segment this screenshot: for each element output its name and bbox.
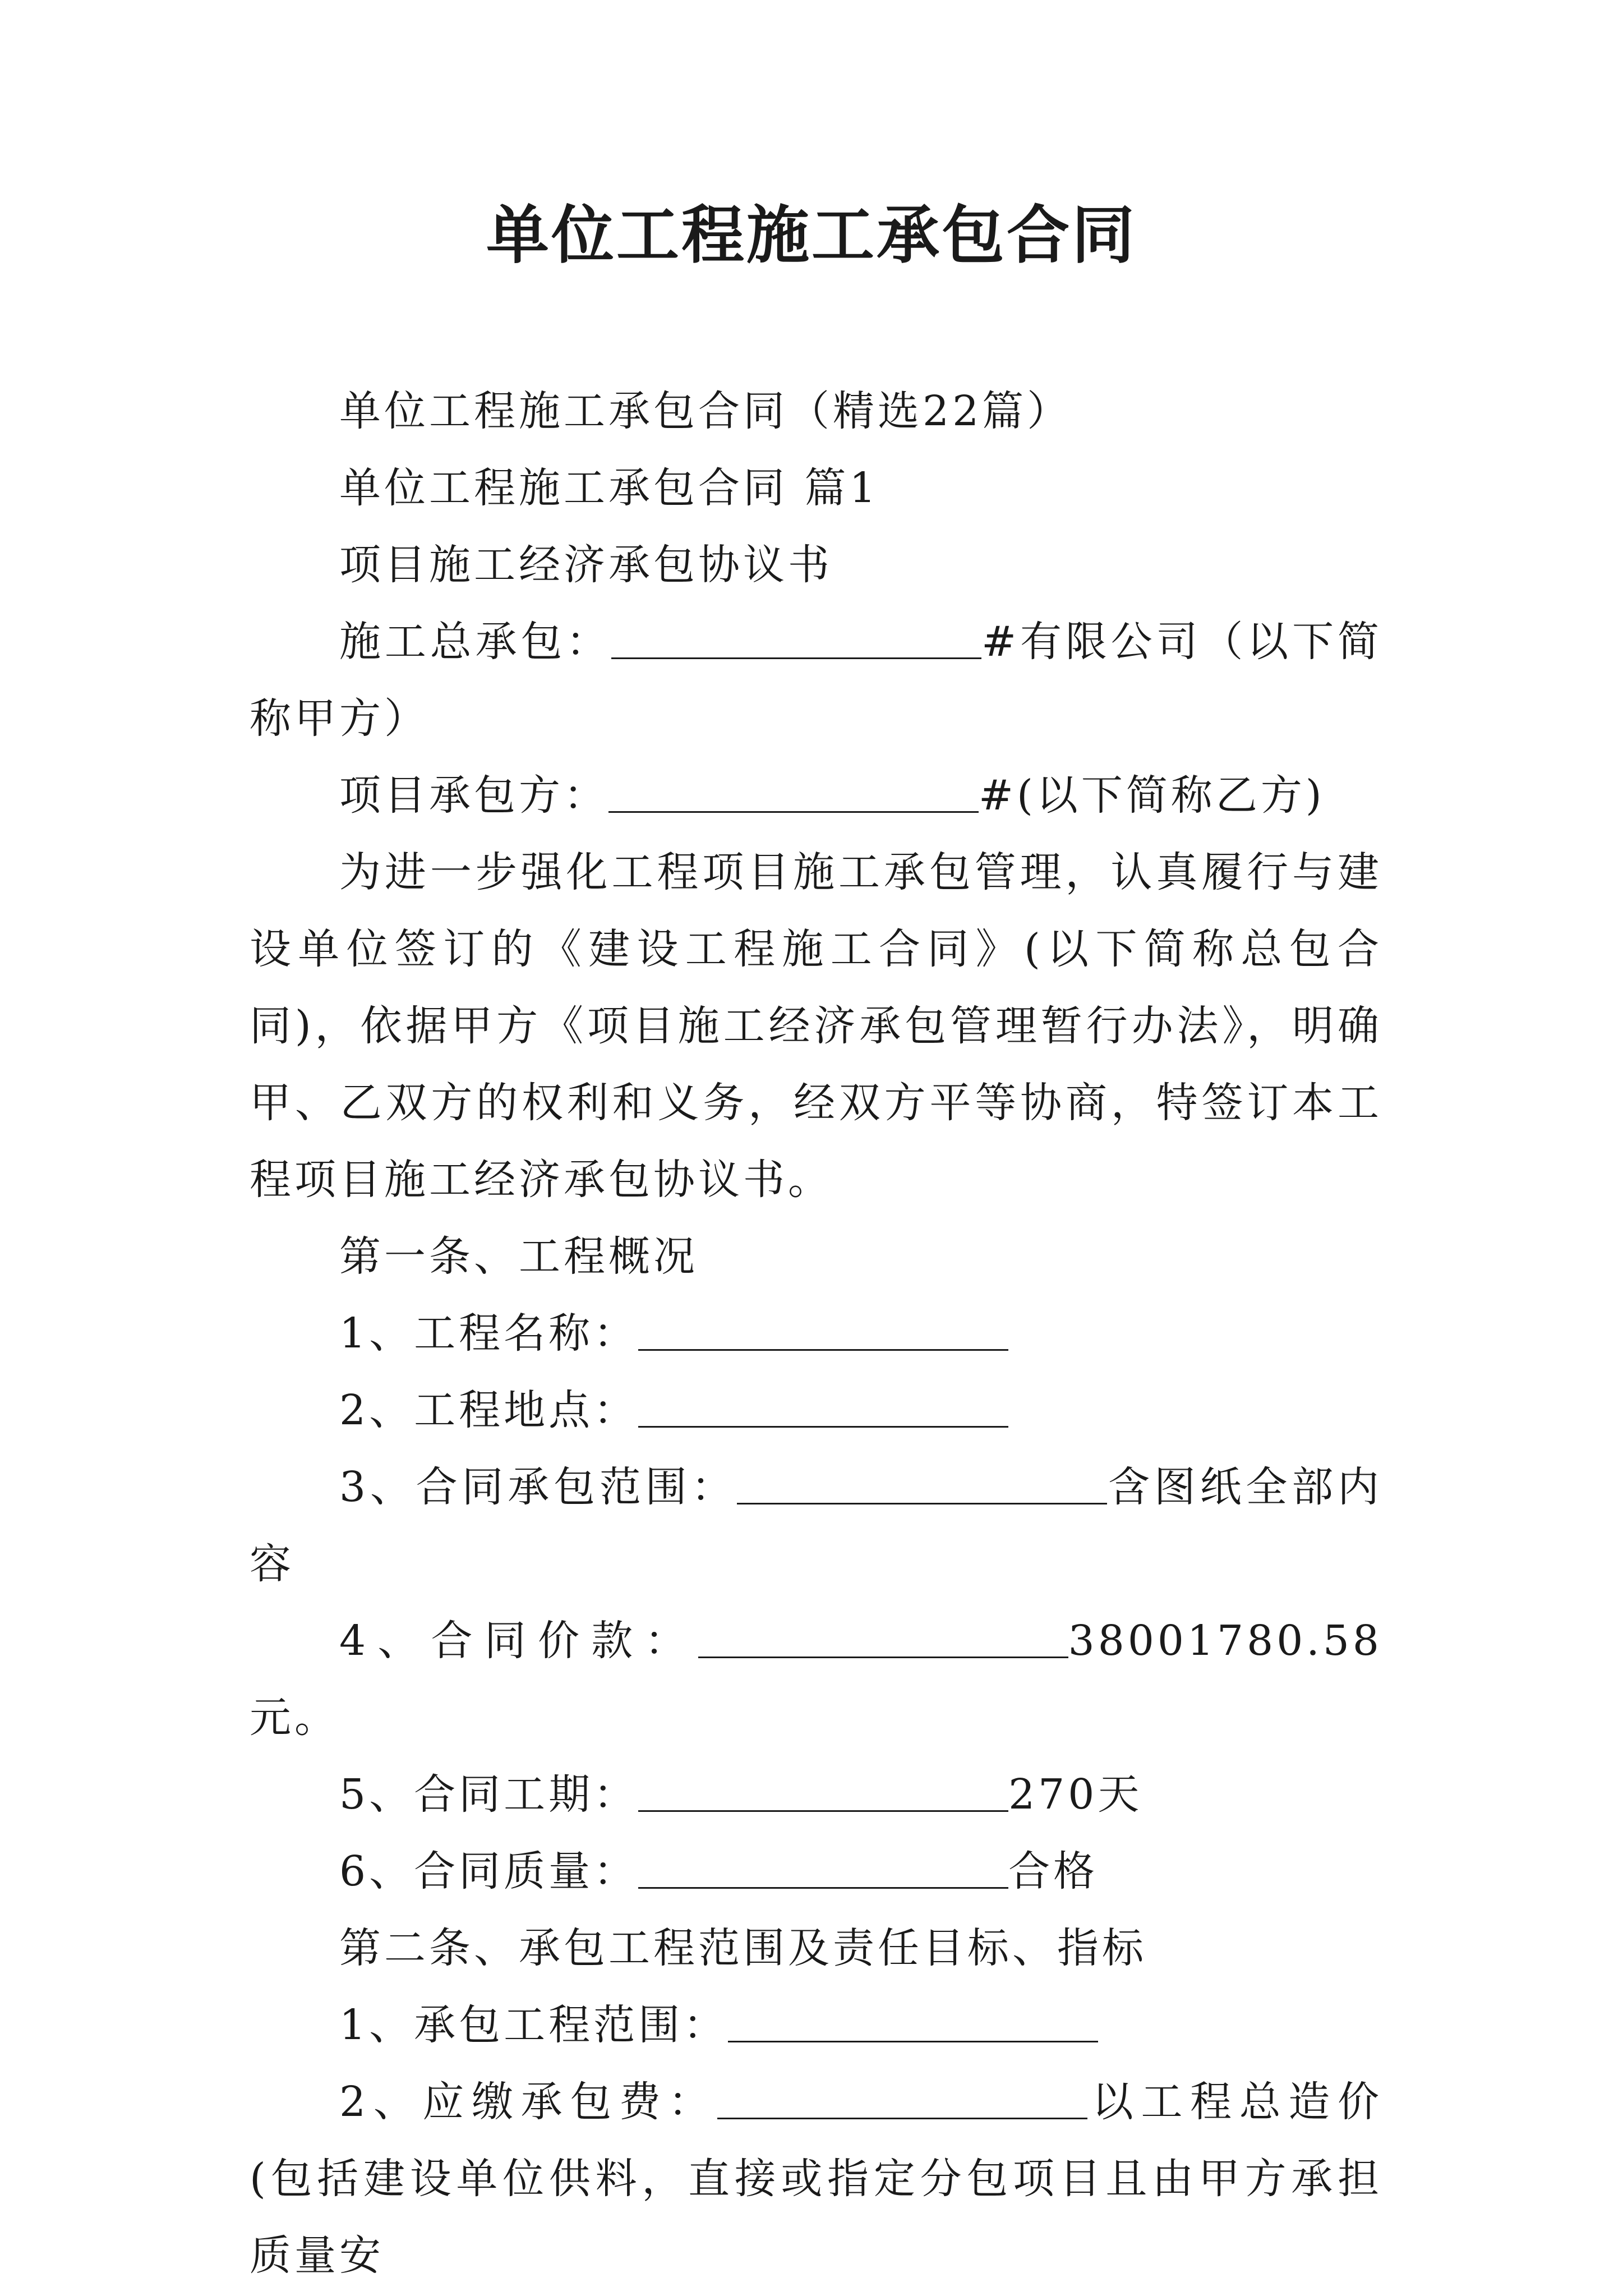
- contract-period-value: 270天: [1008, 1770, 1143, 1819]
- contract-price-value: 38001780.58元。: [250, 1617, 1382, 1742]
- party-b-blank: [608, 767, 979, 813]
- party-a-label: 施工总承包：: [339, 618, 612, 666]
- document-body: [250, 373, 1382, 2294]
- contract-scope-suffix: 含图纸全部内容: [250, 1463, 1382, 1588]
- party-a-line: [250, 604, 1382, 757]
- party-a-suffix: #有限公司（以下简称甲方）: [250, 618, 1382, 743]
- contract-quality-blank: [638, 1843, 1008, 1889]
- contract-quality-value: 合格: [1008, 1847, 1099, 1895]
- party-b-label: 项目承包方：: [339, 771, 608, 820]
- article-1-heading: 第一条、工程概况: [339, 1232, 698, 1281]
- party-a-blank: [611, 614, 981, 659]
- contract-fee-label: 2、应缴承包费：: [339, 2078, 718, 2126]
- contract-scope-label: 3、合同承包范围：: [339, 1463, 737, 1511]
- work-scope-label: 1、承包工程范围：: [339, 2001, 728, 2049]
- contract-scope-line: [250, 1449, 1382, 1603]
- project-name-line: [250, 1295, 1382, 1372]
- contract-period-blank: [638, 1766, 1008, 1812]
- chapter-line: 单位工程施工承包合同 篇1: [339, 464, 879, 512]
- agreement-name-line: 项目施工经济承包协议书: [339, 541, 833, 589]
- contract-period-label: 5、合同工期：: [339, 1770, 639, 1819]
- document-title: 单位工程施工承包合同: [486, 199, 1137, 272]
- contract-price-line: [250, 1603, 1382, 1756]
- party-b-line: [250, 757, 1382, 834]
- contract-fee-text: 以工程总造价(包括建设单位供料，直接或指定分包项目且由甲方承担质量安: [250, 2078, 1382, 2280]
- work-scope-blank: [728, 1997, 1098, 2042]
- contract-quality-line: [250, 1833, 1382, 1910]
- contract-scope-blank: [737, 1459, 1107, 1504]
- contract-price-blank: [698, 1613, 1068, 1658]
- contract-fee-line: [250, 2064, 1382, 2294]
- subtitle-line: 单位工程施工承包合同（精选22篇）: [339, 387, 1072, 435]
- project-name-label: 1、工程名称：: [339, 1309, 639, 1358]
- contract-period-line: [250, 1756, 1382, 1833]
- work-scope-line: [250, 1987, 1382, 2064]
- article-2-heading: 第二条、承包工程范围及责任目标、指标: [339, 1924, 1147, 1972]
- contract-price-label: 4、合同价款：: [339, 1617, 698, 1665]
- project-name-blank: [638, 1305, 1008, 1351]
- contract-fee-blank: [717, 2074, 1087, 2119]
- project-location-label: 2、工程地点：: [339, 1386, 639, 1434]
- project-location-blank: [638, 1382, 1008, 1428]
- intro-paragraph: 为进一步强化工程项目施工承包管理，认真履行与建设单位签订的《建设工程施工合同》(以下简称总包合同)，依据甲方《项目施工经济承包管理暂行办法》，明确甲、乙双方的权利和义务，经双方平等协商，特签订本工程项目施工经济承包协议书。: [250, 848, 1382, 1204]
- party-b-suffix: #(以下简称乙方): [979, 771, 1325, 820]
- project-location-line: [250, 1372, 1382, 1449]
- contract-quality-label: 6、合同质量：: [339, 1847, 639, 1895]
